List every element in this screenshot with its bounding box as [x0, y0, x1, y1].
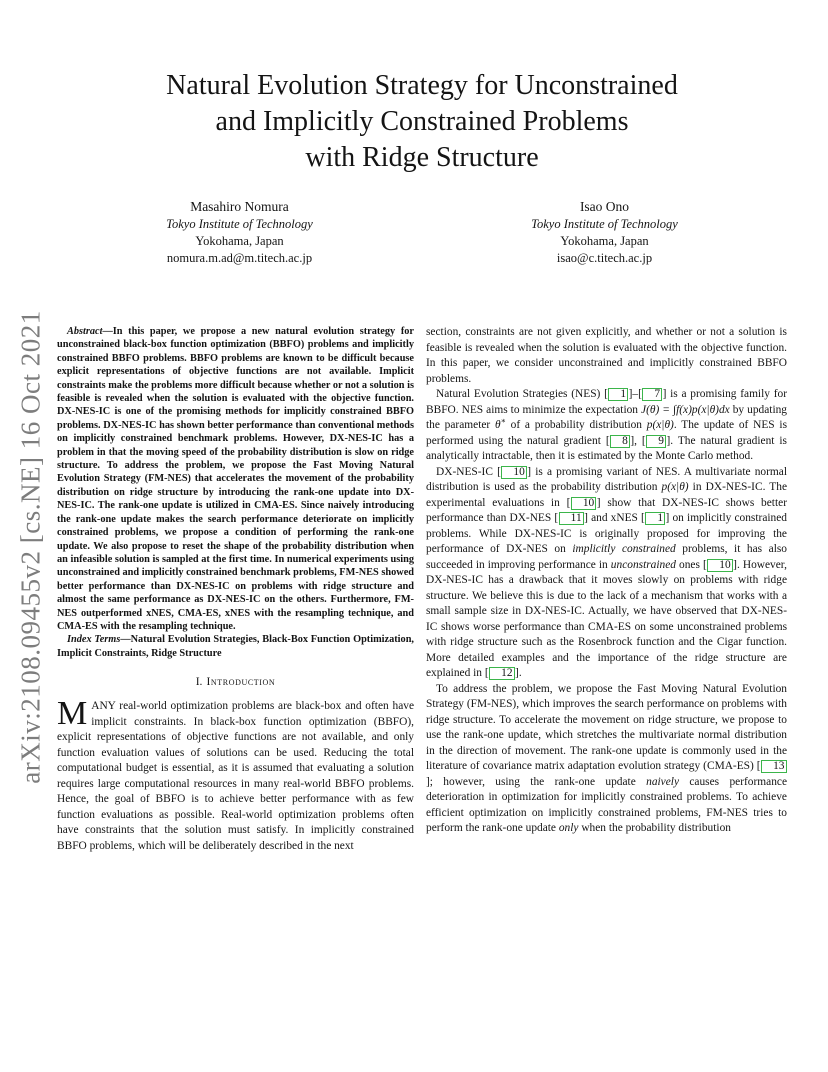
text-run: ones [ — [675, 558, 707, 571]
citation-link[interactable]: 7 — [642, 388, 662, 401]
intro-paragraph — [57, 695, 414, 854]
abstract-text: In this paper, we propose a new natural evolution strategy for unconstrained black-box function optimization (BBFO) problems and implicitly constrained BBFO problems. BBFO problems are known to be difficult because explicit representations of objective functions are not available. Implicit constraints make the problems more difficult because whether or not a solution is feasible is revealed when the solution is evaluated with the objective function. DX-NES-IC is one of the promising methods for implicitly constrained BBFO problems. DX-NES-IC has shown better performance than conventional methods on implicitly constrained benchmark problems. However, DX-NES-IC has a problem in that the moving speed of the probability distribution is slow on ridge structure. To address the problem, we propose the Fast Moving Natural Evolution Strategy (FM-NES) that accelerates the movement of the probability distribution on ridge structure by introducing the rank-one update into DX-NES-IC. The rank-one update is utilized in CMA-ES. Since naively introducing the rank-one update makes the search performance deteriorate on implicitly constrained problems, we propose a condition of performing the rank-one update. We also propose to reset the shape of the probability distribution when an infeasible solution is sampled at the first time. In numerical experiments using unconstrained and implicitly constrained benchmark problems, FM-NES showed better performance than DX-NES-IC on problems with ridge structure and almost the same performance as DX-NES-IC on the others. Furthermore, FM-NES outperformed xNES, CMA-ES, xNES with the resampling technique, and CMA-ES with the resampling technique. — [57, 326, 414, 632]
paragraph-dxnesic — [426, 465, 787, 682]
text-run: in DX-NES-IC. The experimental evaluations in [ — [426, 481, 788, 509]
text-run: implicitly constrained — [572, 543, 676, 555]
text-run: ] show that DX-NES-IC shows better performance than DX-NES [ — [426, 496, 787, 524]
text-run: ] on implicitly constrained problems. While DX-NES-IC is originally proposed for improving the performance of DX-NES on — [426, 512, 787, 555]
abstract-lead: Abstract — [67, 326, 103, 337]
author-location: Yokohama, Japan — [195, 234, 284, 248]
index-terms-dash: — — [120, 634, 131, 646]
section-title: Introduction — [206, 675, 276, 689]
citation-link[interactable]: 10 — [707, 559, 732, 572]
text-run: θ — [494, 419, 501, 431]
text-run: ] is a promising family for BBFO. NES aims to minimize the expectation — [426, 388, 787, 416]
citation-link[interactable]: 1 — [608, 388, 628, 401]
citation-link[interactable]: 8 — [610, 435, 630, 448]
paper-title — [57, 68, 787, 176]
text-run: ]–[ — [628, 388, 642, 400]
paragraph-nes — [426, 387, 787, 465]
text-run: Natural Evolution Strategies (NES) [ — [436, 388, 608, 400]
title-line-3: with Ridge Structure — [305, 142, 539, 173]
column-right — [426, 325, 787, 854]
author-affiliation: Tokyo Institute of Technology — [166, 217, 313, 231]
paragraph-fmnes — [426, 682, 787, 837]
dropcap-letter: M — [57, 695, 88, 733]
two-column-body — [57, 325, 787, 854]
authors-row — [57, 198, 787, 267]
author-email: isao@c.titech.ac.jp — [556, 251, 653, 265]
arxiv-stamp: arXiv:2108.09455v2 [cs.NE] 16 Oct 2021 — [15, 310, 46, 784]
abstract-dash: — — [102, 326, 113, 337]
citation-link[interactable]: 1 — [645, 512, 665, 525]
text-run: . The update of NES is performed using the natural gradient [ — [426, 419, 787, 447]
author-location: Yokohama, Japan — [560, 234, 649, 248]
column-left — [57, 325, 414, 854]
text-run: J(θ) = ∫f(x)p(x|θ)dx — [641, 403, 730, 416]
text-run: section, constraints are not given explicitly, and whether or not a solution is feasible is revealed when the solution is evaluated with the objective function. In this paper, we consider unconstrained and implicitly constrained BBFO problems. — [426, 326, 787, 385]
text-run: of a probability distribution — [505, 419, 647, 431]
section-number: I. — [195, 675, 203, 689]
author-name: Masahiro Nomura — [190, 199, 289, 214]
paper-content — [57, 0, 787, 854]
text-run: ]; however, using the rank-one update — [426, 775, 647, 788]
citation-link[interactable]: 10 — [571, 497, 596, 510]
text-run: only — [558, 822, 579, 834]
text-run: causes performance deterioration in optimization for implicitly constrained problems. To achieve efficient optimization on implicitly constrained problems, FM-NES tries to perform the rank-one update — [426, 775, 787, 834]
author-name: Isao Ono — [579, 199, 630, 214]
title-line-1: Natural Evolution Strategy for Unconstrained — [166, 70, 678, 101]
author-block-1 — [57, 198, 422, 267]
text-run: p(x|θ) — [661, 481, 689, 493]
index-terms — [57, 633, 414, 660]
abstract — [57, 325, 414, 633]
text-run: ], [ — [630, 434, 646, 447]
text-run: ]. The natural gradient is analytically intractable, then it is estimated by the Monte Carlo method. — [426, 434, 787, 462]
text-run: p(x|θ) — [646, 419, 674, 431]
text-run: unconstrained — [610, 558, 676, 571]
text-run: ]. However, DX-NES-IC has a drawback that it moves slowly on problems with ridge structure. We believe this is due to the lack of a mechanism that works with a small sample size in DX-NES-IC. Actually, we have observed that DX-NES-IC shows worse performance than CMA-ES on some unconstrained problems with ridge structure such as the Rosenbrock function and the Cigar function. More detailed examples and the importance of the ridge structure are explained in [ — [426, 558, 787, 679]
text-run: problems, it has also succeeded in improving performance in — [426, 543, 788, 571]
text-run: by updating the parameter — [426, 403, 787, 431]
intro-paragraph-text — [57, 695, 414, 852]
text-run: when the probability distribution — [578, 822, 731, 834]
text-run: ]. — [515, 667, 522, 679]
text-run: ] and xNES [ — [584, 512, 645, 524]
author-block-2 — [422, 198, 787, 267]
citation-link[interactable]: 11 — [559, 512, 584, 525]
index-terms-text: Natural Evolution Strategies, Black-Box Function Optimization, Implicit Constraints, Ridge Structure — [57, 634, 414, 659]
text-run: naively — [646, 775, 680, 788]
citation-link[interactable]: 13 — [761, 760, 786, 773]
text-run: ] is a promising variant of NES. A multivariate normal distribution is used as the probability distribution — [426, 465, 787, 493]
citation-link[interactable]: 10 — [501, 466, 526, 479]
text-run: ∗ — [500, 416, 506, 426]
index-terms-lead: Index Terms — [67, 634, 121, 646]
author-affiliation: Tokyo Institute of Technology — [531, 217, 678, 231]
citation-link[interactable]: 12 — [489, 667, 514, 680]
text-run: ANY real-world optimization problems are black-box and often have implicit constraints. In black-box function optimization (BBFO), explicit representations of objective functions are not available, and only function evaluation values of solutions can be used. Reducing the total computational budget is essential, as it is assumed that evaluating a solution requires large computational resources in many real-world BBFO problems. Hence, the goal of BBFO is to achieve better performance with as few function evaluations as possible. Real-world optimization problems often have constraints that the solution must satisfy. In implicitly constrained BBFO problems, which will be deliberately described in the next — [57, 700, 414, 852]
text-run: To address the problem, we propose the Fast Moving Natural Evolution Strategy (FM-NES), which improves the search performance on problems with ridge structure. To accelerate the movement on ridge structure, we propose to use the rank-one update, which stretches the multivariate normal distribution in the direction of movement. The rank-one update is commonly used in the literature of covariance matrix adaptation evolution strategy (CMA-ES) [ — [426, 682, 787, 772]
title-line-2: and Implicitly Constrained Problems — [215, 106, 629, 137]
section-heading-introduction — [57, 675, 414, 688]
citation-link[interactable]: 9 — [646, 435, 666, 448]
text-run: DX-NES-IC [ — [436, 465, 501, 478]
paragraph-continuation — [426, 325, 787, 387]
author-email: nomura.m.ad@m.titech.ac.jp — [166, 251, 313, 265]
